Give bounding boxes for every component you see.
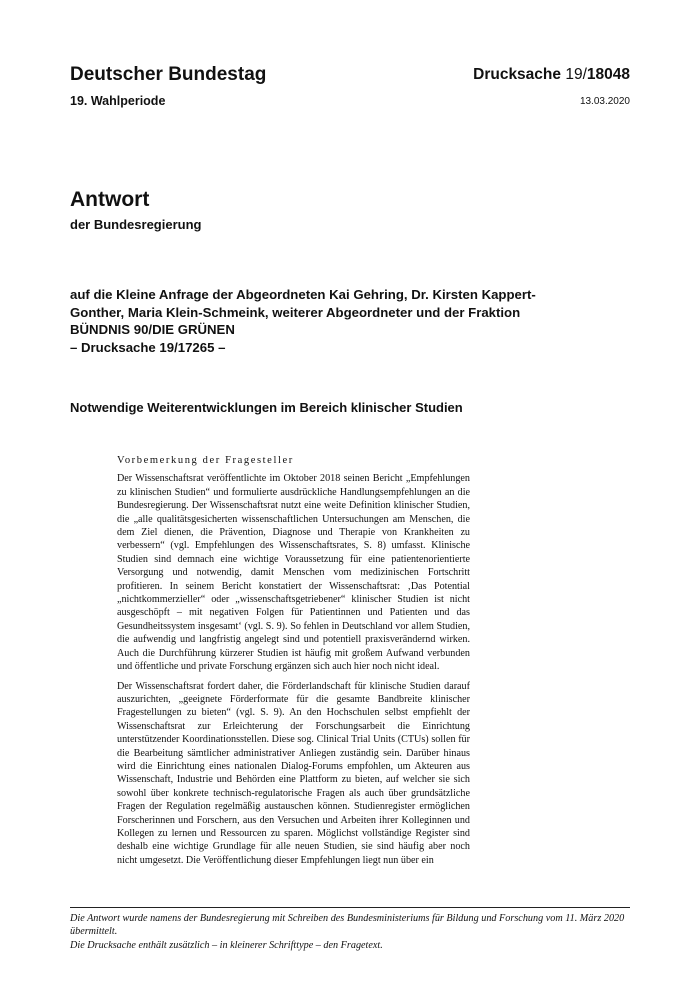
inquiry-topic: Notwendige Weiterentwicklungen im Bereich klinischer Studien xyxy=(70,400,463,415)
drucksache-label: Drucksache xyxy=(473,66,562,83)
footnote-line: Die Drucksache enthält zusätzlich – in kleinerer Schrifttype – den Fragetext. xyxy=(70,940,383,951)
document-date: 13.03.2020 xyxy=(579,96,630,107)
document-title: Antwort xyxy=(70,188,150,211)
inquiry-reference xyxy=(70,286,630,356)
body-paragraph: Der Wissenschaftsrat veröffentlichte im Oktober 2018 seinen Bericht „Empfehlungen zu klinischen Studien“ und formulierte ausdrückliche Handlungsempfehlungen an die Bundesregierung. Der Wissenschaftsrat nutzt eine weite Definition klinischer Studien, die „alle qualitätsgesicherten wissenschaftlichen Untersuchungen am Menschen, die dem Ziel dienen, die Prävention, Diagnose und Therapie von Krankheiten zu verbessern“ (vgl. Empfehlungen des Wissenschaftsrates, S. 8) umfasst. Klinische Studien sind demnach eine wichtige Voraussetzung für eine patientenorientierte Versorgung und notwendig, damit Menschen vom medizinischen Fortschritt profitieren. In seinem Bericht konstatiert der Wissenschaftsrat: ‚Das Potential „nichtkommerzieller“ oder „wissenschaftsgetriebener“ klinischer Studien ist nicht ausgeschöpft – mit negativen Folgen für Patientinnen und Patienten und das Gesundheitssystem insgesamt‘ (vgl. S. 9). So fehlen in Deutschland vor allem Studien, die aufwendig und langfristig angelegt sind und potentiell praxisverändernd wirken. Auch die Durchführung kürzerer Studien ist häufig mit großem Aufwand verbunden und öffentliche und private Forschung ergänzen sich auch hier noch nicht ideal. xyxy=(117,473,470,673)
inquiry-line: – Drucksache 19/17265 – xyxy=(70,339,226,355)
legislative-period: 19. Wahlperiode xyxy=(70,94,166,108)
footnote xyxy=(70,913,630,955)
drucksache-number xyxy=(473,66,630,84)
organization-name: Deutscher Bundestag xyxy=(70,64,267,85)
document-subtitle: der Bundesregierung xyxy=(70,217,202,232)
inquiry-line: auf die Kleine Anfrage der Abgeordneten Kai Gehring, Dr. Kirsten Kappert- xyxy=(70,287,536,302)
section-heading: Vorbemerkung der Fragesteller xyxy=(117,455,294,466)
footnote-line: Die Antwort wurde namens der Bundesregierung mit Schreiben des Bundesministeriums für Bildung und Forschung vom 11. März 2020 übermittelt. xyxy=(70,913,625,937)
inquiry-line: BÜNDNIS 90/DIE GRÜNEN xyxy=(70,322,235,337)
drucksache-id: 18048 xyxy=(586,66,630,83)
drucksache-prefix: 19/ xyxy=(565,66,587,83)
body-paragraph: Der Wissenschaftsrat fordert daher, die Förderlandschaft für klinische Studien darauf auszurichten, „geeignete Förderformate für die gesamte Bandbreite klinischer Fragestellungen zu bieten“ (vgl. S. 9). An den Hochschulen selbst empfiehlt der Wissenschaftsrat zur Erleichterung der Forschungsarbeit die Einrichtung unterstützender Koordinationsstellen. Diese sog. Clinical Trial Units (CTUs) sollen für die Bearbeitung sämtlicher administrativer Anliegen zuständig sein. Darüber hinaus wird die Einrichtung eines nationalen Dialog-Forums empfohlen, um Akteuren aus Wissenschaft, Industrie und Behörden eine Plattform zu bieten, auf welcher sie sich sowohl über konkrete technisch-regulatorische Fragen als auch über grundsätzliche Fragen der Regulation regelmäßig austauschen können. Studienregister ermöglichen Forscherinnen und Forschern, aus den Versuchen und Arbeiten ihrer Kolleginnen und Kollegen zu lernen und Ressourcen zu sparen. Möglichst vollständige Register sind deshalb eine wichtige Grundlage für alle neuen Studien, sie sind häufig aber noch nicht umgesetzt. Die Veröffentlichung dieser Empfehlungen liegt nun über ein xyxy=(117,680,470,866)
footnote-divider xyxy=(70,907,630,908)
inquiry-line: Gonther, Maria Klein-Schmeink, weiterer Abgeordneter und der Fraktion xyxy=(70,304,521,320)
preliminary-remarks xyxy=(117,454,470,873)
